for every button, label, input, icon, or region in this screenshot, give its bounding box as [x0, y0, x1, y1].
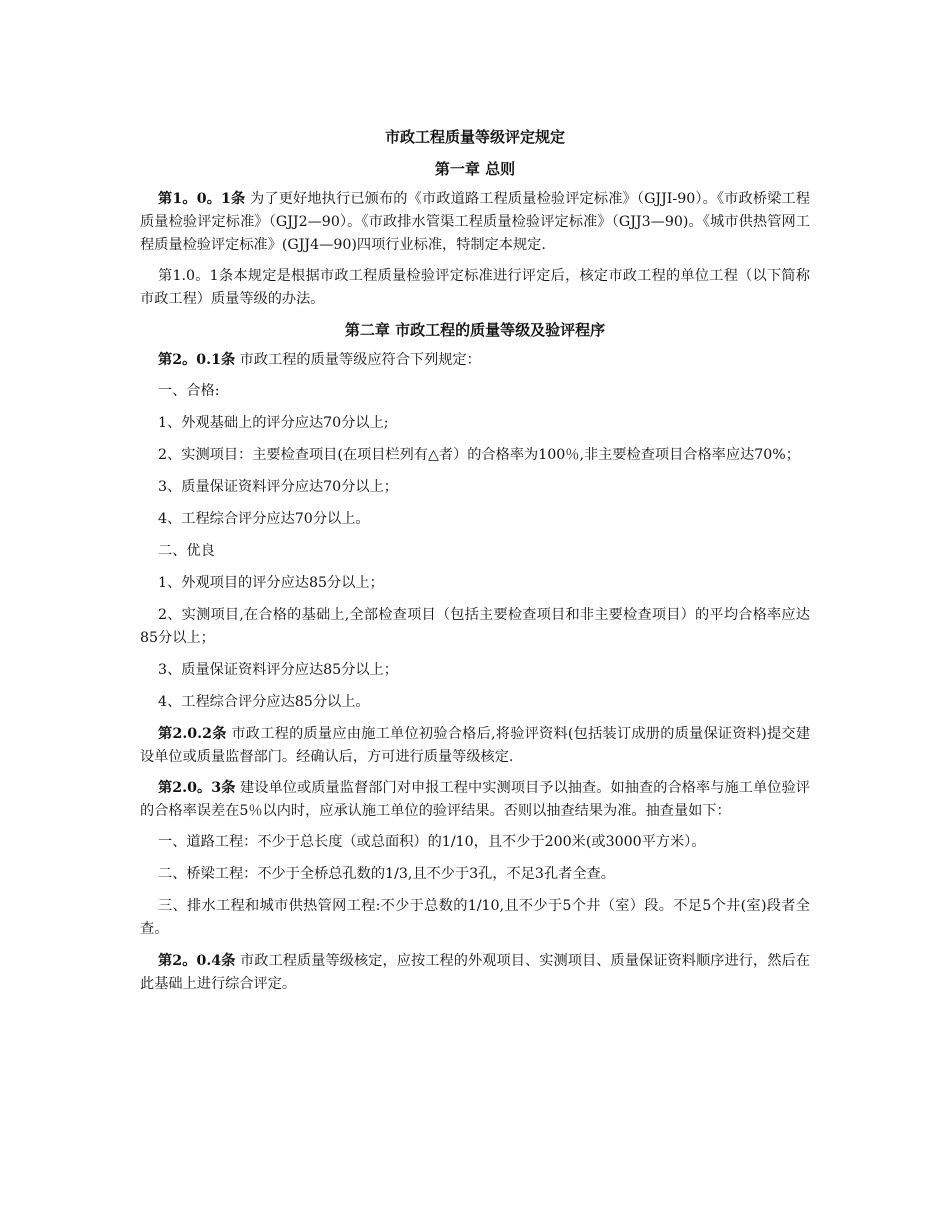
- article-text: 建设单位或质量监督部门对申报工程中实测项目予以抽查。如抽查的合格率与施工单位验评的合格率误差在5％以内时，应承认施工单位的验评结果。否则以抽查结果为准。抽查量如下：: [140, 780, 810, 819]
- list-item: 4、工程综合评分应达70分以上。: [158, 511, 370, 527]
- list-item: 4、工程综合评分应达85分以上。: [158, 694, 370, 710]
- list-item: 2、实测项目：主要检查项目(在项目栏列有△者）的合格率为100％,非主要检查项目合格率应达70%；: [158, 447, 800, 463]
- article-1-0-1b: 第1.0。1条本规定是根据市政工程质量检验评定标准进行评定后，核定市政工程的单位工程（以下简称市政工程）质量等级的办法。: [140, 268, 810, 307]
- article-number: 第2.0.2条: [158, 726, 227, 742]
- list-item: 二、桥梁工程：不少于全桥总孔数的1/3,且不少于3孔，不足3孔者全查。: [158, 866, 615, 882]
- list-item: 3、质量保证资料评分应达85分以上；: [158, 662, 398, 678]
- article-2-0-3: [140, 777, 810, 823]
- list-item: 三、排水工程和城市供热管网工程:不少于总数的1/10,且不少于5个井（室）段。不足5个井(室)段者全查。: [140, 898, 810, 937]
- article-1-0-1: [140, 188, 810, 257]
- article-number: 第1。0。1条: [158, 191, 246, 207]
- article-2-0-4: [140, 950, 810, 996]
- list-item: 一、道路工程：不少于总长度（或总面积）的1/10，且不少于200米(或3000平方米）。: [158, 834, 706, 850]
- article-text: 市政工程的质量应由施工单位初验合格后,将验评资料(包括装订成册的质量保证资料)提交建设单位或质量监督部门。经确认后，方可进行质量等级核定.: [140, 726, 811, 765]
- list-item: 1、外观项目的评分应达85分以上；: [158, 575, 384, 591]
- article-number: 第2.0。3条: [158, 780, 236, 796]
- article-2-0-1: [140, 349, 810, 372]
- article-text: 为了更好地执行已颁布的《市政道路工程质量检验评定标准》（GJJI-90）。《市政桥梁工程质量检验评定标准》（GJJ2—90）。《市政排水管渠工程质量检验评定标准》（GJJ3—90)。《城市供热管网工程质量检验评定标准》(GJJ4—90)四项行业标准，特制定本规定.: [140, 191, 810, 253]
- article-2-0-2: [140, 723, 810, 769]
- list-item: 二、优良: [158, 543, 215, 559]
- document-title: 市政工程质量等级评定规定: [384, 128, 565, 146]
- article-number: 第2。0.4条: [158, 953, 236, 969]
- article-text: 市政工程质量等级核定，应按工程的外观项目、实测项目、质量保证资料顺序进行，然后在此基础上进行综合评定。: [140, 953, 810, 992]
- chapter-2-heading: 第二章 市政工程的质量等级及验评程序: [344, 321, 606, 339]
- list-item: 一、合格:: [158, 383, 220, 399]
- list-item: 3、质量保证资料评分应达70分以上；: [158, 479, 398, 495]
- list-item: 2、实测项目,在合格的基础上,全部检查项目（包括主要检查项目和非主要检查项目）的平均合格率应达85分以上；: [140, 607, 810, 646]
- article-text: 市政工程的质量等级应符合下列规定：: [235, 352, 481, 368]
- chapter-1-heading: 第一章 总则: [434, 160, 516, 178]
- list-item: 1、外观基础上的评分应达70分以上;: [158, 415, 389, 431]
- article-number: 第2。0.1条: [158, 352, 236, 368]
